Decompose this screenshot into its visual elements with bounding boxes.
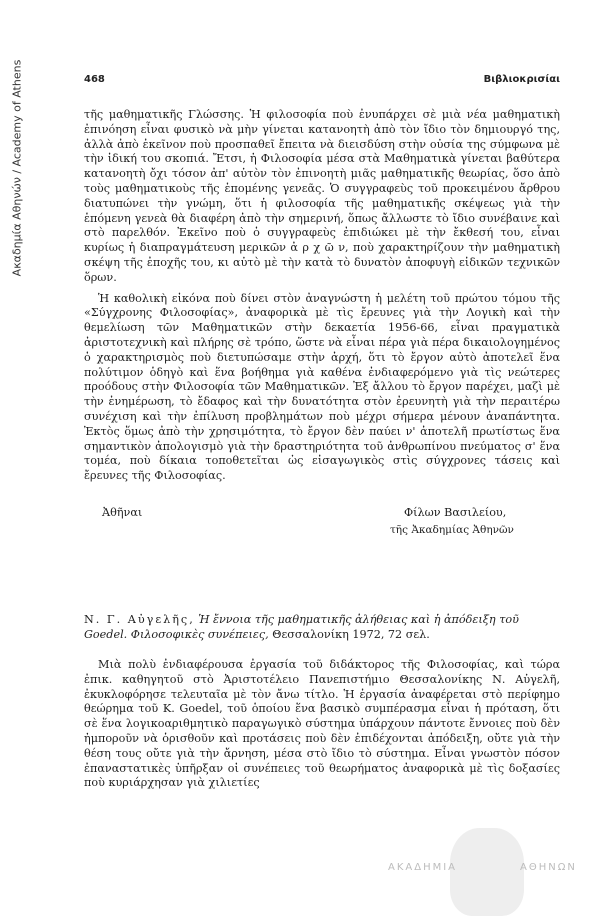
paragraph-3: Μιὰ πολὺ ἐνδιαφέρουσα ἐργασία τοῦ διδάκτορος τῆς Φιλοσοφίας, καὶ τώρα ἐπικ. καθηγητοῦ στὸ Ἀριστοτέλειο Πανεπιστήμιο Θεσσαλονίκης Ν. Αὐγελῆ, ἐκυκλοφόρησε τελευταῖα μὲ τὸν ἄνω τίτλο. Ἡ ἐργασία ἀναφέρεται στὸ περίφημο θεώρημα τοῦ K. Goedel, τοῦ ὁποίου ἕνα βασικὸ συμπέρασμα εἶναι ἡ πρόταση, ὅτι σὲ ἕνα λογικοαριθμητικὸ παραγωγικὸ σύστημα ὑπάρχουν πάντοτε ἔννοιες ποὺ δὲν ἠμποροῦν νὰ ὁρισθοῦν καὶ προτάσεις ποὺ δὲν ἐπιδέχονται ἀπόδειξη, οὔτε γιὰ τὴν θέση τους οὔτε γιὰ τὴν ἄρνηση, μέσα στὸ ἴδιο τὸ σύστημα. Εἶναι γνωστὸν πόσον ἐπαναστατικὲς ὑπῆρξαν οἱ συνέπειες τοῦ θεωρήματος ἀναφορικὰ μὲ τὶς δοξασίες ποὺ κυριάρχησαν γιὰ χιλιετίες <box>84 657 560 790</box>
review-publication: Θεσσαλονίκη 1972, 72 σελ. <box>272 627 430 641</box>
paragraph-2: Ἡ καθολικὴ εἰκόνα ποὺ δίνει στὸν ἀναγνώστη ἡ μελέτη τοῦ πρώτου τόμου τῆς «Σύγχρονης Φιλοσοφίας», ἀναφορικὰ μὲ τὶς ἔρευνες γιὰ τὴν Λογικὴ καὶ τὴν θεμελίωση τῶν Μαθηματικῶν στὴν δεκαετία 1956-66, εἶναι πραγματικὰ ἀριστοτεχνικὴ καὶ πλήρης σὲ τρόπο, ὥστε νὰ εἶναι πέρα γιὰ πέρα δικαιολογημένος ὁ χαρακτηρισμὸς ποὺ διετυπώσαμε στὴν ἀρχή, ὅτι τὸ ἔργον αὐτὸ ἀποτελεῖ ἕνα πολύτιμον ὁδηγὸ καὶ ἕνα βοήθημα γιὰ καθένα ἐνδιαφερόμενο γιὰ τὶς νεώτερες προόδους στὴν Φιλοσοφία τῶν Μαθηματικῶν. Ἐξ ἄλλου τὸ ἔργον παρέχει, μαζὶ μὲ τὴν ἐνημέρωση, τὸ ἔδαφος καὶ τὴν δυνατότητα στὸν ἐρευνητὴ γιὰ τὴν περαιτέρω συνέχιση καὶ τὴν ἐπίλυση προβλημάτων ποὺ μέχρι σήμερα μένουν ἀναπάντητα. Ἐκτὸς ὅμως ἀπὸ τὴν χρησιμότητα, τὸ ἔργον δὲν παύει ν' ἀποτελῆ πρωτίστως ἕνα σημαντικὸν ἀπολογισμὸ γιὰ τὴν δραστηριότητα τοῦ ἀνθρωπίνου πνεύματος σ' ἕνα τομέα, ποὺ δίκαια τοποθετεῖται ὡς εἰσαγωγικὸς στὶς σύγχρονες τάσεις καὶ ἔρευνες τῆς Φιλοσοφίας. <box>84 291 560 483</box>
page-header <box>84 74 560 90</box>
watermark-text-left: ΑΚΑΔΗΜΙΑ <box>388 862 458 873</box>
archive-sidebar <box>6 48 28 288</box>
academy-watermark <box>388 824 600 921</box>
running-title: Βιβλιοκρισίαι <box>483 74 560 85</box>
signature-city: Ἀθῆναι <box>102 505 143 519</box>
archive-sidebar-label: Ακαδημία Αθηνών / Academy of Athens <box>10 59 24 277</box>
page-body <box>84 108 560 791</box>
review-heading <box>84 612 560 642</box>
page-number: 468 <box>84 74 105 85</box>
signature-name: Φίλων Βασιλείου, <box>404 505 507 519</box>
signature-affiliation: τῆς Ἀκαδημίας Ἀθηνῶν <box>390 523 514 536</box>
watermark-text-right: ΑΘΗΝΩΝ <box>520 862 577 873</box>
review-title: Ἡ ἔννοια τῆς μαθηματικῆς ἀλήθειας καὶ ἡ ἀπόδειξη τοῦ Goedel. Φιλοσοφικὲς συνέπειες, <box>84 612 519 641</box>
paragraph-1: τῆς μαθηματικῆς Γλώσσης. Ἡ φιλοσοφία ποὺ ἐνυπάρχει σὲ μιὰ νέα μαθηματικὴ ἐπινόηση εἶναι φυσικὸ νὰ μὴν γίνεται κατανοητὴ ἀπὸ τὸν ἴδιο τὸν δημιουργό της, ἀλλὰ ἀπὸ ἐκεῖνον ποὺ προσπαθεῖ ἔπειτα νὰ διεισδύση στὴν οὐσία της σύμφωνα μὲ τὴν ἰδική του σκοπιά. Ἔτσι, ἡ Φιλοσοφία μέσα στὰ Μαθηματικὰ γίνεται βαθύτερα κατανοητὴ ὄχι τόσον ἀπ' αὐτὸν τὸν ἐπινοητὴ μιᾶς μαθηματικῆς θεωρίας, ὅσο ἀπὸ τοὺς μαθηματικοὺς τῆς ἑπομένης γενεᾶς. Ὁ συγγραφεὺς τοῦ προκειμένου ἄρθρου διατυπώνει τὴν γνώμη, ὅτι ἡ φιλοσοφία τῆς μαθηματικῆς σκέψεως γιὰ τὴν ἑπόμενη γενεὰ θὰ διαφέρη ἀπὸ τὴν σημερινή, ὅπως ἄλλωστε τὸ ἴδιο συνέβαινε καὶ στὸ παρελθόν. Ἐκεῖνο ποὺ ὁ συγγραφεὺς ἐπιδιώκει μὲ τὴν ἔκθεσή του, εἶναι κυρίως ἡ διαπραγμάτευση μερικῶν ἀ ρ χ ῶ ν, ποὺ χαρακτηρίζουν τὴν μαθηματικὴ σκέψη τῆς ἐποχῆς του, κι αὐτὸ μὲ τὴν κατὰ τὸ δυνατὸν ἀποφυγὴ εἰδικῶν τεχνικῶν ὅρων. <box>84 108 560 284</box>
owl-emblem-icon <box>450 828 524 916</box>
signature-block <box>84 506 560 546</box>
review-author: Ν. Γ. Αὐγελῆς, <box>84 612 195 626</box>
